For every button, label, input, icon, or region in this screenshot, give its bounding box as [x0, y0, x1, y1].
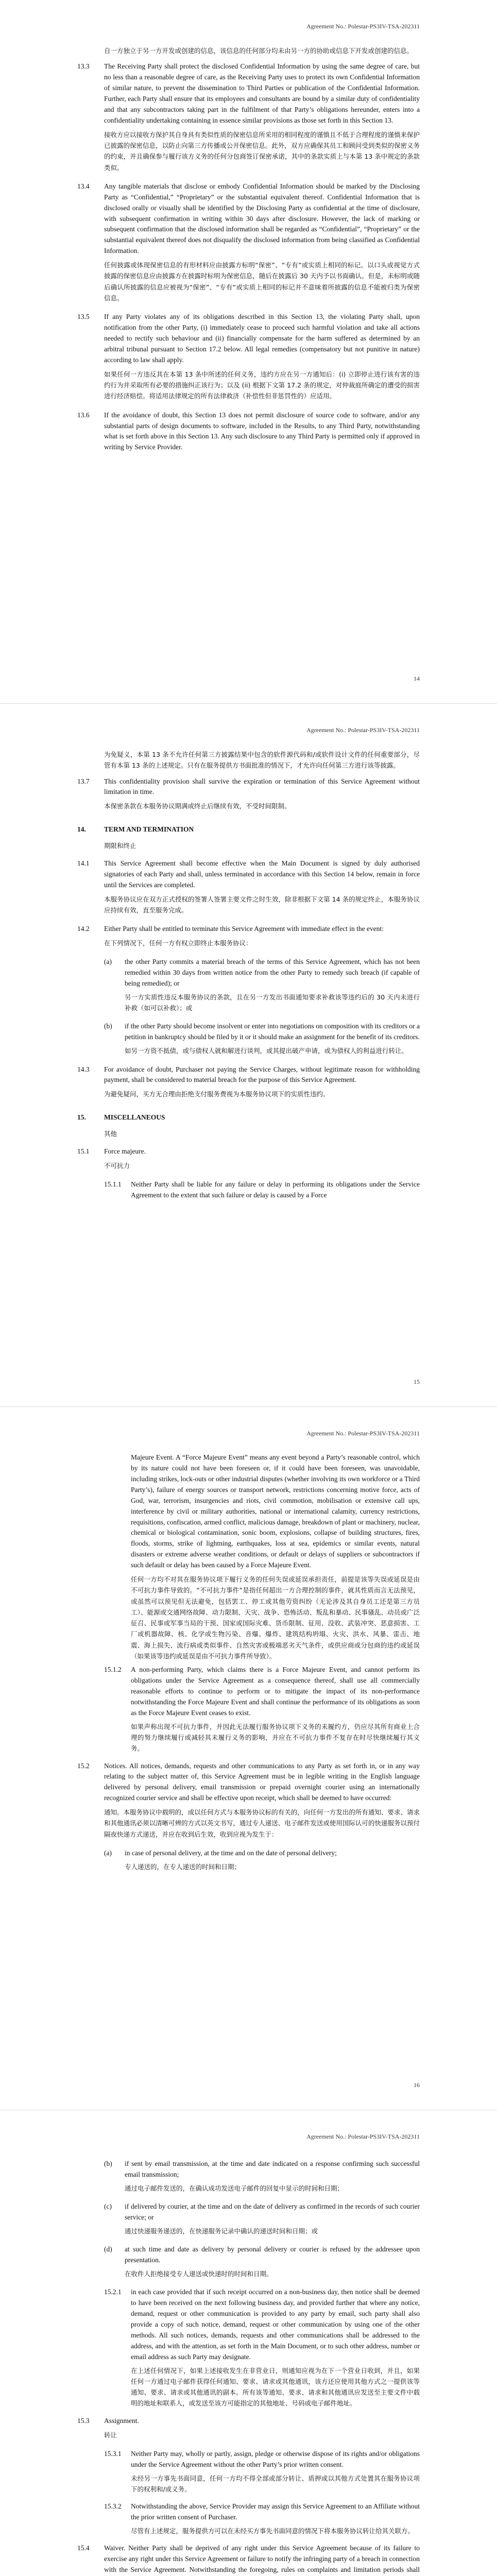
clause-title: Assignment.	[104, 2416, 139, 2425]
clause-text-en: This confidentiality provision shall survive the expiration or termination of this Service Agreement without limitation in time.	[104, 777, 420, 796]
clause-number: 13.5	[77, 313, 90, 321]
list-item	[104, 1848, 420, 1875]
clause-text-zh: 本保密条款在本服务协议期满或终止后继续有效，不受时间限制。	[104, 802, 291, 810]
page-number: 15	[414, 1378, 420, 1385]
clause-title-zh: 转让	[104, 2431, 117, 2439]
sub-clause-number: 15.1.2	[104, 1666, 122, 1674]
sub-clause-text-en: Notwithstanding the above, Service Provider may assign this Service Agreement to an Affiliate without the prior written consent of Purchaser.	[131, 2502, 420, 2521]
list-item	[104, 1021, 420, 1059]
section-title: MISCELLANEOUS	[104, 1113, 165, 1121]
page-17	[0, 2110, 497, 2576]
clause-number: 14.3	[77, 1065, 90, 1073]
clause-14-1	[77, 858, 420, 919]
item-text-en: if delivered by courier, at the time and on the date of delivery as confirmed in the records of such courier service; or	[125, 2202, 420, 2222]
sub-clause-number: 15.3.2	[104, 2502, 122, 2511]
section-title-zh: 其他	[104, 1129, 117, 1138]
clause-text-en: The Receiving Party shall protect the disclosed Confidential Information by using the same degree of care, but no less than a reasonable degree of care, as the Receiving Party uses to protect its own Confidential Information of similar nature, to prevent the dissemination to Third Parties or publication of the Confidential Information. Further, each Party shall ensure that its employees and consultants are bound by a similar duty of confidentiality and that any subcontractors taking part in the fulfilment of that Party’s obligations hereunder, enters into a confidentiality undertaking containing in essence similar provisions as those set forth in this Section 13.	[104, 62, 420, 124]
item-text-en: at such time and date as delivery by personal delivery or courier is refused by the addressee upon presentation.	[125, 2245, 420, 2264]
item-number: (a)	[104, 958, 112, 966]
continuation-text-en: Majeure Event. A “Force Majeure Event” means any event beyond a Party’s reasonable control, which by its nature could not have been foreseen or, if it could have been foreseen, was unavoidable, including strikes, lock-outs or other industrial disputes (whether involving its own workforce or a Third Party’s), failure of energy sources or transport network, restrictions concerning motive force, acts of God, war, terrorism, insurgencies and riots, civil commotion, mobilisation or extensive call ups, interference by civil or military authorities, national or international calamity, currency restrictions, requisitions, confiscation, armed conflict, malicious damage, breakdown of plant or machinery, nuclear, chemical or biological contamination, sonic boom, explosions, collapse of building structures, fires, floods, storms, strike of lightning, earthquakes, loss at sea, epidemics or similar events, natural disasters or extreme adverse weather conditions, or default or delays of suppliers or subcontractors if such default or delay has been caused by a Force Majeure Event.	[131, 1453, 420, 1569]
item-text-zh: 如另一方资不抵债，或与债权人就和解进行谈判，或其提出破产申请，或为债权人的利益进行转让。	[125, 1047, 408, 1055]
clause-text-en: If the avoidance of doubt, this Section 13 does not permit disclosure of source code to software, and/or any substantial parts of design documents to software, included in the Results, to any Third Party, notwithstanding what is set forth above in this Section 13. Any such disclosure to any Third Party is permitted only if approved in writing by Service Provider.	[104, 411, 420, 451]
continuation-text-zh: 自一方独立于另一方开发或创建的信息，该信息的任何部分均未由另一方的协助或信息下开发或创建的信息。	[104, 47, 414, 55]
sub-clause-text-en: Neither Party shall be liable for any failure or delay in performing its obligations under the Service Agreement to the extent that such failure or delay is caused by a Force	[131, 1180, 420, 1199]
page-content	[77, 2156, 420, 2576]
clause-number: 15.2	[77, 1761, 90, 1770]
section-number: 15.	[77, 1113, 86, 1121]
list-item	[104, 957, 420, 1016]
page-15	[0, 703, 497, 1406]
list-item	[104, 2159, 420, 2196]
page-content	[77, 1452, 420, 1880]
section-title: TERM AND TERMINATION	[104, 825, 194, 833]
clause-number: 14.1	[77, 859, 90, 867]
clause-text-zh: 为避免疑问，买方无合理由拒绝支付服务费视为本服务协议项下的实质性违约。	[104, 1090, 330, 1098]
sub-clause-number: 15.2.1	[104, 2288, 122, 2296]
page-header: Agreement No.: Polestar-PS3IV-TSA-202311	[306, 726, 420, 734]
item-number: (d)	[104, 2245, 112, 2253]
clause-text-en: For avoidance of doubt, Purchaser not paying the Service Charges, without legitimate reason for withholding payment, shall be considered to material breach for the purpose of this Service Agreement.	[104, 1065, 420, 1084]
clause-text-zh: 接收方应以接收方保护其自身具有类似性质的保密信息所采用的相同程度的谨慎且不低于合理程度的谨慎来保护已披露的保密信息，以防止向第三方传播或公开保密信息。此外，双方应确保其员工和顾问受到类似的保密义务的约束，并且确保参与履行该方义务的任何分包商签订保密承诺，其中的条款实质上与本第 13 条中规定的条款类似。	[104, 130, 420, 172]
item-text-en: if sent by email transmission, at the time and date indicated on a response confirming such successful email transmission;	[125, 2160, 420, 2178]
clause-14-2	[77, 924, 420, 952]
sub-clause-15-2-1	[104, 2287, 420, 2411]
clause-title-zh: 不可抗力	[104, 1161, 130, 1170]
clause-14-3	[77, 1064, 420, 1103]
clause-title: Force majeure.	[104, 1147, 146, 1155]
sub-clause-number: 15.3.1	[104, 2449, 122, 2458]
item-text-zh: 通过快递服务递送的，在快递服务记录中确认的递送时间和日期；或	[125, 2227, 318, 2235]
clause-15-4	[77, 2543, 420, 2576]
item-text-en: if the other Party should become insolvent or enter into negotiations on composition with its creditors or a petition in bankruptcy should be filed by it or it should make an assignment for the benefit of its creditors.	[125, 1022, 420, 1041]
section-heading-14	[77, 824, 420, 835]
sub-clause-text-en: in each case provided that if such receipt occurred on a non-business day, then notice shall be deemed to have been received on the next following business day, and provided further that where any notice, demand, request or other communication is provided to any party by email, such party shall also provide a copy of such notice, demand, request or other communication by using one of the other methods. All such notices, demands, requests and other communications shall be addressed to the address, and with the attention, as set forth in the Main Document, or to such other address, number or email address as such Party may designate.	[131, 2288, 420, 2361]
sub-clause-15-1-2	[104, 1665, 420, 1756]
sub-clause-text-zh: 尽管有上述规定，服务提供方可以在未经买方事先书面同意的情况下将本服务协议转让给其关联方。	[131, 2527, 415, 2535]
page-header: Agreement No.: Polestar-PS3IV-TSA-202311	[306, 23, 420, 30]
item-text-zh: 在收件人拒绝接受专人递送或快递时的时间和日期。	[125, 2270, 273, 2278]
clause-text-en: Notices. All notices, demands, requests and other communications to any Party as set forth in, or in any way relating to the subject matter of, this Service Agreement must be in legible writing in the English language delivered by personal delivery, email transmission or prepaid overnight courier using an internationally recognized courier service and shall be effective upon receipt, which shall be deemed to have occurred:	[104, 1761, 420, 1802]
clause-13-6	[77, 410, 420, 456]
list-item	[104, 2244, 420, 2282]
page-number: 14	[414, 675, 420, 682]
clause-text-zh: 如果任何一方违反其在本第 13 条中所述的任何义务，违约方应在另一方通知后：(i) 立即停止进行该有害的违约行为并采取所有必要的措施纠正该行为；以及 (ii) 根据下文第 17.2 条的规定，对仲裁庭所确定的遭受的损害进行经济赔偿。将适用法律规定的所有法律救济（补偿性但非惩罚性的）应适用。	[104, 370, 420, 400]
page-header: Agreement No.: Polestar-PS3IV-TSA-202311	[306, 2133, 420, 2140]
clause-text-zh: 在下列情况下，任何一方有权立即终止本服务协议：	[104, 939, 252, 947]
page-content	[77, 749, 420, 1208]
continuation-text-zh: 任何一方均不对其在服务协议项下履行义务的任何失误或延误承担责任，前提是该等失误或延误是由不可抗力事件导致的。“不可抗力事件”是指任何超出一方合理控制的事件，就其性质而言无法预见，或虽然可以预见但无法避免，包括罢工、停工或其他劳资纠纷（无论涉及其自身员工还是第三方员工）、能源或交通网络故障、动力限制、天灾、战争、恐怖活动、叛乱和暴动、民事骚乱、动员或广泛征召、民事或军事当局的干预、国家或国际灾难、货币限制、征用、没收、武装冲突、恶意损害、工厂或机器故障、核、化学或生物污染、音爆、爆炸、建筑结构坍塌、火灾、洪水、风暴、雷击、地震、海上损失、流行病或类似事件、自然灾害或极端恶劣天气条件，或供应商或分包商的违约或延误（如果该等违约或延误是由不可抗力事件所导致）。	[131, 1575, 420, 1660]
item-text-en: the other Party commits a material breach of the terms of this Service Agreement, which has not been remedied within 30 days from written notice from the other Party to remedy such breach (if capable of being remedied); or	[125, 958, 420, 988]
clause-number: 13.4	[77, 182, 90, 190]
clause-15-2	[77, 1761, 420, 1843]
page-number: 16	[414, 2081, 420, 2089]
clause-text-en: Either Party shall be entitled to terminate this Service Agreement with immediate effect in the event:	[104, 925, 384, 933]
clause-number: 15.1	[77, 1147, 90, 1155]
item-text-en: in case of personal delivery, at the time and on the date of personal delivery;	[125, 1849, 337, 1857]
sub-clause-15-3-2	[104, 2501, 420, 2539]
clause-number: 13.6	[77, 411, 90, 419]
list-item	[104, 2201, 420, 2239]
clause-number: 14.2	[77, 925, 90, 933]
clause-number: 15.3	[77, 2416, 90, 2425]
item-number: (a)	[104, 1849, 112, 1857]
clause-text-zh: 任何披露或体现保密信息的有形材料应由披露方标明“保密”、“专有”或实质上相同的标记。以口头或视觉方式披露的保密信息应由披露方在披露时标明为保密信息，随后在披露后 30 天内予以书面确认。但是，未标明或随后确认所披露的信息应被视为“保密”、“专有”或实质上相同的标记并不意味着所披露的信息不能被归类为保密信息。	[104, 261, 420, 302]
clause-text-zh: 通知。本服务协议中载明的，或以任何方式与本服务协议标的有关的，向任何一方发出的所有通知、要求、请求和其他通讯必须以清晰可辨的方式以英文书写，通过专人递送、电子邮件发送或使用国际认可的快递服务以预付隔夜快递方式递送，并应在收到后生效，收到应视为发生于：	[104, 1808, 420, 1838]
clause-text-en: Waiver. Neither Party shall be deprived of any right under this Service Agreement because of its failure to exercise any right under this Service Agreement or failure to notify the infringing party of a breach in connection with the Service Agreement. Notwithstanding the foregoing, rules on complaints and limitation periods shall	[104, 2544, 420, 2574]
sub-clause-number: 15.1.1	[104, 1180, 122, 1188]
sub-clause-text-zh: 未经另一方事先书面同意，任何一方均不得全部或部分转让、质押或以其他方式处置其在服务协议项下的权利和/或义务。	[131, 2474, 420, 2493]
section-title-zh: 期限和终止	[104, 841, 136, 850]
item-text-zh: 通过电子邮件发送的，在确认成功发送电子邮件的回复中显示的时间和日期；	[125, 2184, 344, 2192]
item-number: (b)	[104, 2160, 112, 2167]
sub-clause-text-zh: 如果声称出现不可抗力事件，并因此无法履行服务协议项下义务的未履约方，仍应尽其所有商业上合理的努力继续履行或减轻其未履行义务的影响，并应在不可抗力事件不复存在时尽快继续履行其义务。	[131, 1722, 420, 1753]
clause-15-1	[77, 1146, 420, 1174]
sub-clause-text-en: A non-performing Party, which claims there is a Force Majeure Event, and cannot perform its obligations under the Service Agreement as a consequence thereof, shall use all commercially reasonable efforts to continue to perform or to mitigate the impact of its non-performance notwithstanding the Force Majeure Event and shall continue the performance of its obligations as soon as the Force Majeure Event ceases to exist.	[131, 1666, 420, 1717]
clause-13-3	[77, 61, 420, 176]
sub-clause-15-3-1	[104, 2449, 420, 2497]
sub-clause-text-zh: 在上述任何情况下，如果上述接收发生在非营业日，则通知应视为在下一个营业日收到，并且，如果任何一方通过电子邮件获得任何通知、要求、请求或其他通讯，该方还应使用其他方式之一提供该等通知、要求、请求或其他通讯的副本。所有该等通知、要求、请求和其他通讯应发送至主要文件中载明的地址和联系人，或发送至该方可能指定的其他地址、号码或电子邮件地址。	[131, 2366, 420, 2408]
page-14	[0, 0, 497, 703]
item-text-zh: 另一方实质性违反本服务协议的条款，且在另一方发出书面通知要求补救该等违约后的 30 天内未进行补救（如可以补救）；或	[125, 993, 420, 1012]
clause-text-en: If any Party violates any of its obligations described in this Section 13, the violating Party shall, upon notification from the other Party, (i) immediately cease to proceed such harmful violation and take all actions needed to rectify such behaviour and (ii) financially compensate for the harm suffered as determined by an arbitral tribunal pursuant to Section 17.2 below. All legal remedies (compensatory but not punitive in nature) according to law shall apply.	[104, 313, 420, 364]
section-number: 14.	[77, 825, 86, 833]
clause-13-4	[77, 181, 420, 307]
item-number: (b)	[104, 1022, 112, 1030]
clause-number: 13.3	[77, 62, 90, 71]
clause-text-en: This Service Agreement shall become effective when the Main Document is signed by duly authorised signatories of each Party and shall, unless terminated in accordance with this Section 14 below, remain in force until the Services are completed.	[104, 859, 420, 889]
clause-13-5	[77, 312, 420, 404]
clause-text-en: Any tangible materials that disclose or embody Confidential Information should be marked by the Disclosing Party as “Confidential,” “Proprietary” or the substantial equivalent thereof. Confidential Information that is disclosed orally or visually shall be identified by the Disclosing Party as confidential at the time of disclosure, with subsequent confirmation in writing within 30 days after disclosure. However, the lack of marking or subsequent confirmation that the disclosed information shall be regarded as “Confidential”, “Proprietary” or the substantial equivalent thereof does not disqualify the disclosed information from being classified as Confidential Information.	[104, 182, 420, 255]
section-heading-15	[77, 1112, 420, 1123]
sub-clause-text-en: Neither Party may, wholly or partly, assign, pledge or otherwise dispose of its rights and/or obligations under the Service Agreement without the other Party’s prior written consent.	[131, 2449, 420, 2468]
clause-13-7	[77, 776, 420, 815]
clause-15-3	[77, 2416, 420, 2444]
clause-number: 13.7	[77, 777, 90, 785]
sub-clause-15-1-1	[104, 1179, 420, 1204]
clause-number: 15.4	[77, 2544, 90, 2552]
page-header: Agreement No.: Polestar-PS3IV-TSA-202311	[306, 1430, 420, 1437]
page-16	[0, 1406, 497, 2110]
page-content	[77, 45, 420, 461]
item-text-zh: 专人递送的，在专人递送的时间和日期；	[125, 1862, 241, 1871]
clause-text-zh: 本服务协议应在双方正式授权的签署人签署主要文件之时生效，除非根据下文第 14 条的规定终止，本服务协议应持续有效，直至服务完成。	[104, 895, 420, 914]
item-number: (c)	[104, 2202, 112, 2211]
continuation-text-zh: 为免疑义，本第 13 条不允许任何第三方披露结果中包含的软件源代码和/或软件设计文件的任何重要部分，尽管有本第 13 条的上述规定。只有在服务提供方书面批准的情况下，才允许向任何第三方进行该等披露。	[104, 751, 420, 770]
